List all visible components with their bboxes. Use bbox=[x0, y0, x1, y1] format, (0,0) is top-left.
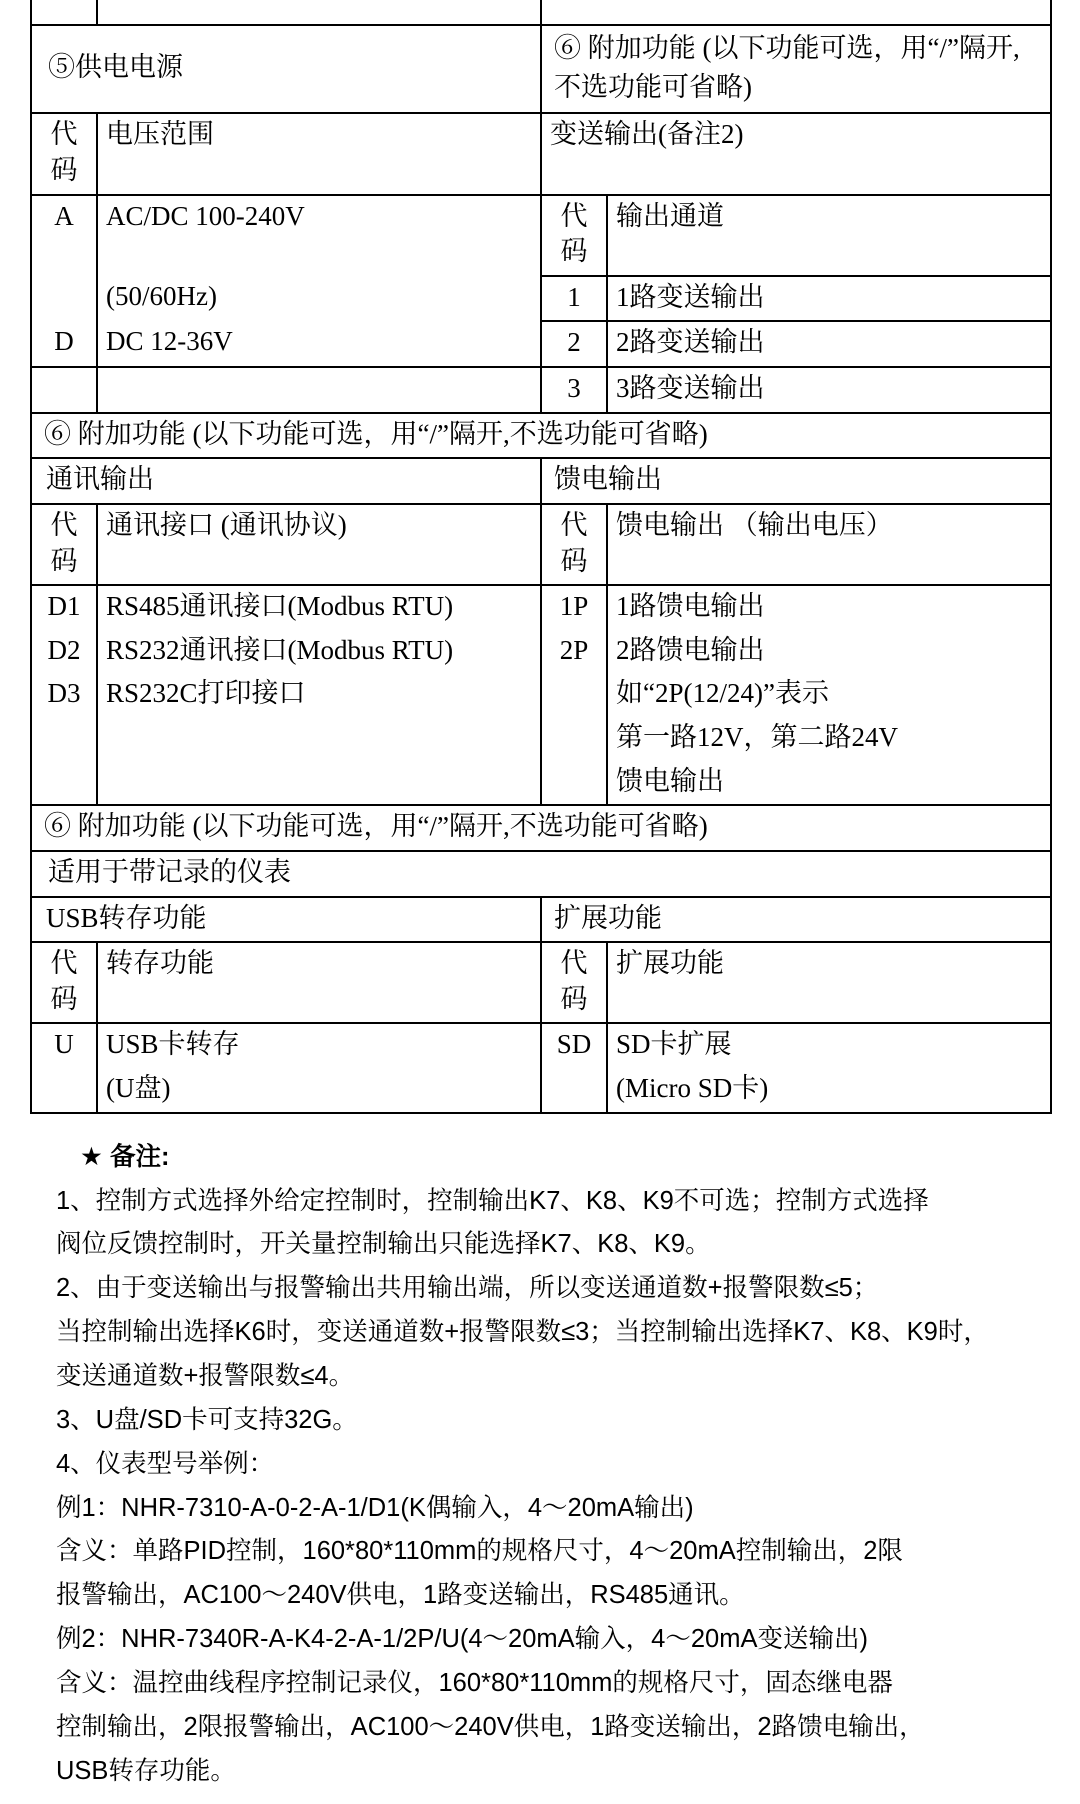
usb-col-desc: 转存功能 bbox=[97, 942, 541, 1023]
note-line-2: 阀位反馈控制时，开关量控制输出只能选择K7、K8、K9。 bbox=[56, 1230, 711, 1259]
power-row-0-desc: AC/DC 100-240V bbox=[97, 195, 541, 276]
table-row bbox=[31, 717, 1051, 761]
cell-strip-left-desc bbox=[97, 0, 541, 25]
comm-row-2-code: D3 bbox=[31, 673, 97, 717]
note-line-1: 1、控制方式选择外给定控制时，控制输出K7、K8、K9不可选；控制方式选择 bbox=[56, 1186, 929, 1215]
comm-filler-code-1 bbox=[31, 717, 97, 761]
feed-note-code-3 bbox=[541, 761, 607, 806]
note-line-3: 2、由于变送输出与报警输出共用输出端，所以变送通道数+报警限数≤5； bbox=[56, 1274, 879, 1303]
expansion-row-code: SD bbox=[541, 1023, 607, 1068]
power-row-0-code-cont bbox=[31, 276, 97, 322]
usb-row-code-cont bbox=[31, 1068, 97, 1113]
transmit-row-1-code: 2 bbox=[541, 321, 607, 367]
usb-row-desc2: (U盘) bbox=[97, 1068, 541, 1113]
note-line-11: 例2：NHR-7340R-A-K4-2-A-1/2P/U(4～20mA输入，4～20mA变送输出) bbox=[56, 1625, 868, 1654]
usb-block-subheader: 适用于带记录的仪表 bbox=[31, 851, 1051, 897]
usb-title: USB转存功能 bbox=[31, 897, 541, 943]
cell-strip-left-code bbox=[31, 0, 97, 25]
power-col-desc: 电压范围 bbox=[97, 113, 541, 194]
note-line-13: 控制输出，2限报警输出，AC100～240V供电，1路变送输出，2路馈电输出， bbox=[56, 1712, 925, 1741]
power-header: ⑤供电电源 bbox=[31, 25, 541, 113]
power-row-1-code: D bbox=[31, 321, 97, 367]
expansion-col-desc: 扩展功能 bbox=[607, 942, 1051, 1023]
note-line-14: USB转存功能。 bbox=[56, 1756, 236, 1785]
note-line-9: 含义：单路PID控制，160*80*110mm的规格尺寸，4～20mA控制输出，2限 bbox=[56, 1537, 903, 1566]
usb-col-code: 代码 bbox=[31, 942, 97, 1023]
table-row bbox=[31, 851, 1051, 897]
transmit-row-2-desc: 3路变送输出 bbox=[607, 367, 1051, 413]
note-line-10: 报警输出，AC100～240V供电，1路变送输出，RS485通讯。 bbox=[56, 1581, 745, 1610]
feed-note-2: 第一路12V，第二路24V bbox=[607, 717, 1051, 761]
comm-col-desc: 通讯接口 (通讯协议) bbox=[97, 504, 541, 585]
note-line-7: 4、仪表型号举例： bbox=[56, 1449, 275, 1478]
table-row bbox=[31, 630, 1051, 674]
table-row bbox=[31, 458, 1051, 504]
power-row-1-desc: DC 12-36V bbox=[97, 321, 541, 367]
comm-row-1-code: D2 bbox=[31, 630, 97, 674]
transmit-output-subtitle: 变送输出(备注2) bbox=[541, 113, 1051, 194]
expansion-row-desc2: (Micro SD卡) bbox=[607, 1068, 1051, 1113]
feed-note-code-1 bbox=[541, 673, 607, 717]
power-filler-desc bbox=[97, 367, 541, 413]
expansion-col-code: 代码 bbox=[541, 942, 607, 1023]
comm-filler-desc-2 bbox=[97, 761, 541, 806]
power-filler-code bbox=[31, 367, 97, 413]
comm-filler-desc-1 bbox=[97, 717, 541, 761]
feed-row-1-desc: 2路馈电输出 bbox=[607, 630, 1051, 674]
table-row bbox=[31, 897, 1051, 943]
table-communication bbox=[30, 412, 1052, 807]
table-row bbox=[31, 805, 1051, 851]
table-row bbox=[31, 673, 1051, 717]
table-row bbox=[31, 195, 1051, 276]
table-row bbox=[31, 504, 1051, 585]
table-row bbox=[31, 585, 1051, 630]
table-row bbox=[31, 1023, 1051, 1068]
usb-row-code: U bbox=[31, 1023, 97, 1068]
transmit-row-1-desc: 2路变送输出 bbox=[607, 321, 1051, 367]
feed-col-code: 代码 bbox=[541, 504, 607, 585]
feed-row-1-code: 2P bbox=[541, 630, 607, 674]
note-line-12: 含义：温控曲线程序控制记录仪，160*80*110mm的规格尺寸，固态继电器 bbox=[56, 1668, 893, 1697]
table-row bbox=[31, 942, 1051, 1023]
table-row bbox=[31, 321, 1051, 367]
feed-note-3: 馈电输出 bbox=[607, 761, 1051, 806]
expansion-title: 扩展功能 bbox=[541, 897, 1051, 943]
comm-row-2-desc: RS232C打印接口 bbox=[97, 673, 541, 717]
expansion-row-desc: SD卡扩展 bbox=[607, 1023, 1051, 1068]
extra-function-header: ⑥ 附加功能 (以下功能可选，用“/”隔开,不选功能可省略) bbox=[541, 25, 1051, 113]
table-row bbox=[31, 113, 1051, 194]
power-row-0-desc2: (50/60Hz) bbox=[97, 276, 541, 322]
comm-row-0-code: D1 bbox=[31, 585, 97, 630]
table-row bbox=[31, 1068, 1051, 1113]
usb-row-desc: USB卡转存 bbox=[97, 1023, 541, 1068]
comm-row-0-desc: RS485通讯接口(Modbus RTU) bbox=[97, 585, 541, 630]
power-col-code: 代码 bbox=[31, 113, 97, 194]
power-row-0-code: A bbox=[31, 195, 97, 276]
notes-title: ★ 备注: bbox=[80, 1142, 170, 1171]
table-power-supply bbox=[30, 0, 1052, 414]
table-usb-expansion bbox=[30, 804, 1052, 1113]
table-row bbox=[31, 276, 1051, 322]
table-row bbox=[31, 413, 1051, 459]
feed-col-desc: 馈电输出 （输出电压） bbox=[607, 504, 1051, 585]
transmit-row-0-code: 1 bbox=[541, 276, 607, 322]
feed-note-1: 如“2P(12/24)”表示 bbox=[607, 673, 1051, 717]
table-row bbox=[31, 761, 1051, 806]
table-row bbox=[31, 0, 1051, 25]
table-row bbox=[31, 367, 1051, 413]
comm-col-code: 代码 bbox=[31, 504, 97, 585]
notes-section bbox=[30, 1136, 1050, 1794]
cell-strip-right bbox=[541, 0, 1051, 25]
comm-filler-code-2 bbox=[31, 761, 97, 806]
feed-row-0-code: 1P bbox=[541, 585, 607, 630]
transmit-col-desc: 输出通道 bbox=[607, 195, 1051, 276]
transmit-row-0-desc: 1路变送输出 bbox=[607, 276, 1051, 322]
usb-block-header: ⑥ 附加功能 (以下功能可选，用“/”隔开,不选功能可省略) bbox=[31, 805, 1051, 851]
note-line-8: 例1：NHR-7310-A-0-2-A-1/D1(K偶输入，4～20mA输出) bbox=[56, 1493, 694, 1522]
table-row-headers bbox=[31, 25, 1051, 113]
note-line-5: 变送通道数+报警限数≤4。 bbox=[56, 1361, 355, 1390]
feed-title: 馈电输出 bbox=[541, 458, 1051, 504]
note-line-4: 当控制输出选择K6时，变送通道数+报警限数≤3；当控制输出选择K7、K8、K9时， bbox=[56, 1318, 989, 1347]
comm-title: 通讯输出 bbox=[31, 458, 541, 504]
transmit-row-2-code: 3 bbox=[541, 367, 607, 413]
feed-row-0-desc: 1路馈电输出 bbox=[607, 585, 1051, 630]
comm-row-1-desc: RS232通讯接口(Modbus RTU) bbox=[97, 630, 541, 674]
transmit-col-code: 代码 bbox=[541, 195, 607, 276]
note-line-6: 3、U盘/SD卡可支持32G。 bbox=[56, 1405, 358, 1434]
feed-note-code-2 bbox=[541, 717, 607, 761]
comm-block-header: ⑥ 附加功能 (以下功能可选，用“/”隔开,不选功能可省略) bbox=[31, 413, 1051, 459]
expansion-row-code-cont bbox=[541, 1068, 607, 1113]
